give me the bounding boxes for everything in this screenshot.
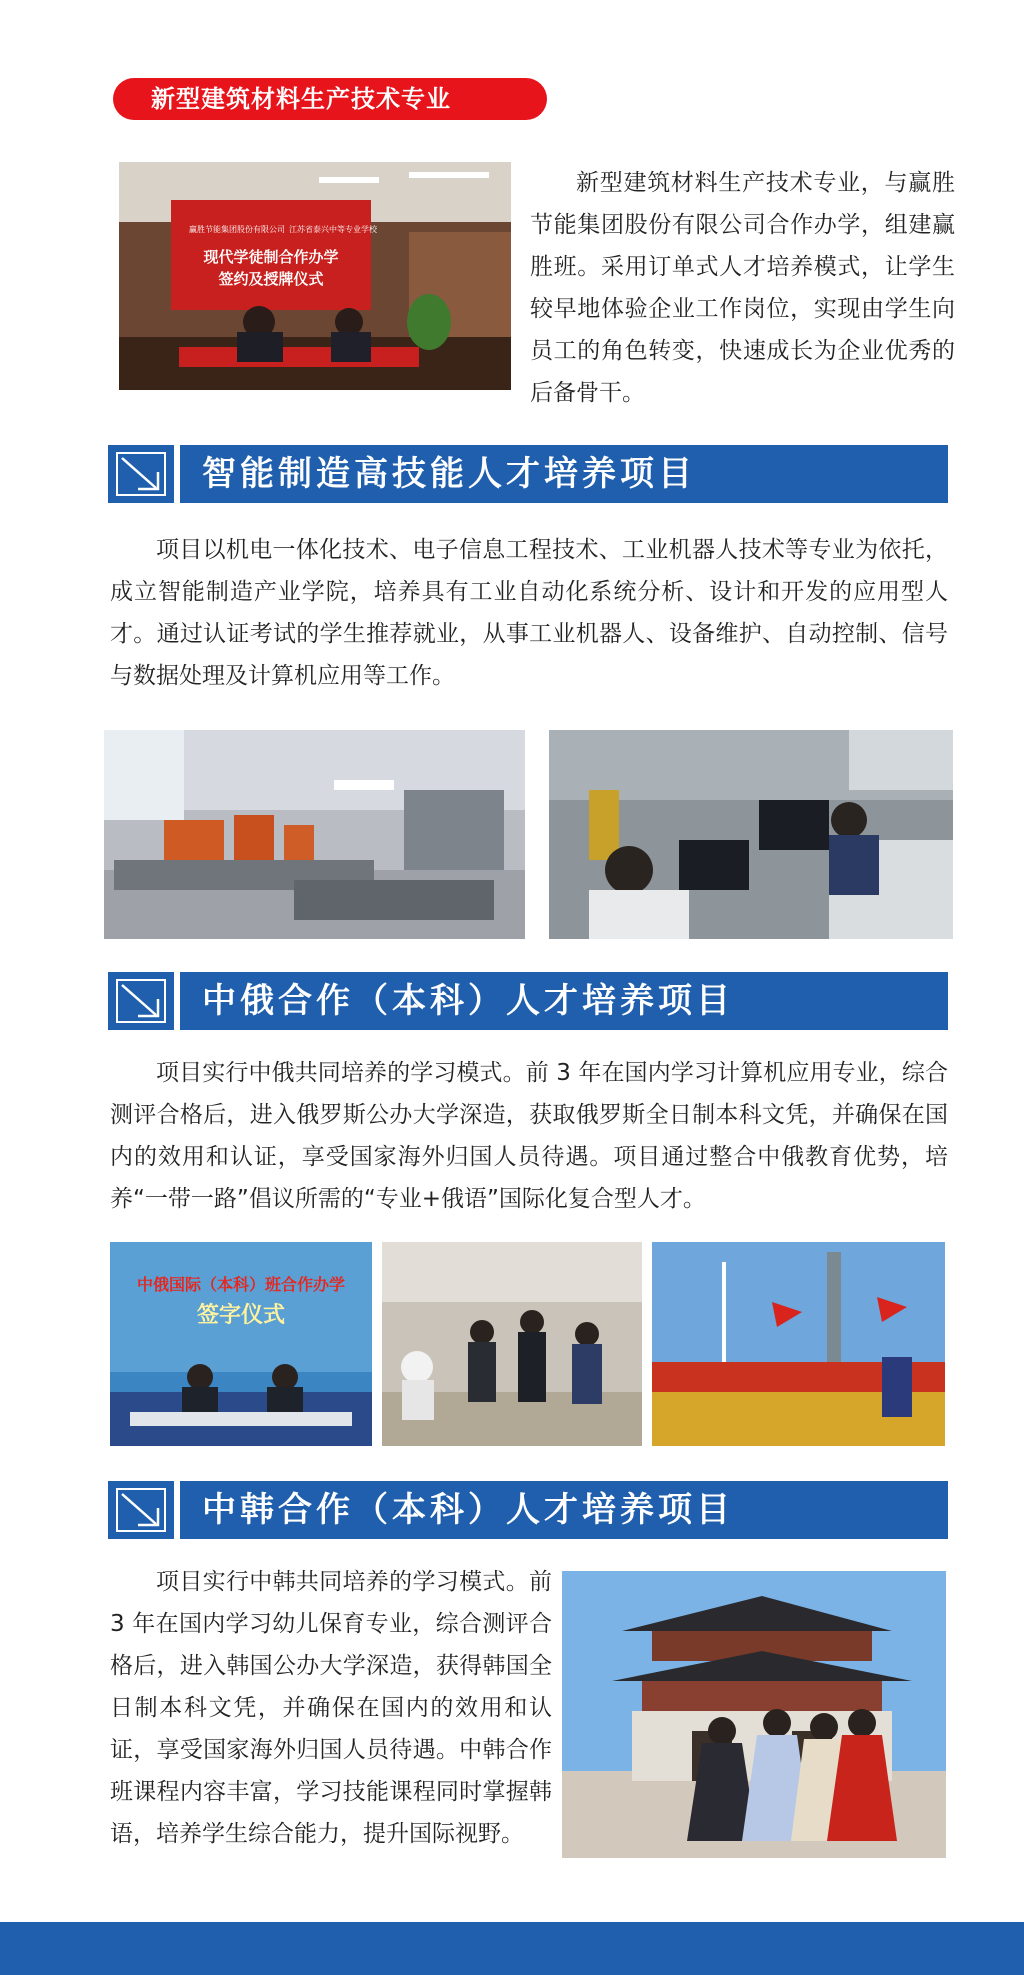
photo-banner-line2: 签字仪式 (196, 1303, 286, 1328)
students-flags-photo (652, 1242, 945, 1446)
signing-ceremony-photo (119, 162, 511, 390)
section1-text-block (530, 162, 955, 414)
corner-arrow-icon (116, 979, 166, 1023)
section3-text-block (110, 1052, 948, 1220)
screen-left-label: 赢胜节能集团股份有限公司 (189, 225, 285, 234)
section-title-building-materials: 新型建筑材料生产技术专业 (113, 78, 547, 120)
banner-icon-box (108, 1481, 174, 1539)
corner-arrow-icon (116, 1488, 166, 1532)
china-russia-signing-photo (110, 1242, 372, 1446)
section4-paragraph: 项目实行中韩共同培养的学习模式。前 3 年在国内学习幼儿保育专业，综合测评合格后，进入韩国公办大学深造，获得韩国全日制本科文凭，并确保在国内的效用和认证，享受国家海外归国人员待遇。中韩合作班课程内容丰富，学习技能课程同时掌握韩语，培养学生综合能力，提升国际视野。 (110, 1569, 552, 1847)
section4-text-block (110, 1561, 552, 1855)
korea-palace-photo (562, 1571, 946, 1858)
corner-arrow-icon (116, 452, 166, 496)
section3-paragraph: 项目实行中俄共同培养的学习模式。前 3 年在国内学习计算机应用专业，综合测评合格后，进入俄罗斯公办大学深造，获取俄罗斯全日制本科文凭，并确保在国内的效用和认证，享受国家海外归国人员待遇。项目通过整合中俄教育优势，培养“一带一路”倡议所需的“专业+俄语”国际化复合型人才。 (110, 1060, 948, 1212)
section-banner-china-korea (108, 1481, 948, 1539)
banner-icon-box (108, 445, 174, 503)
section1-paragraph: 新型建筑材料生产技术专业，与赢胜节能集团股份有限公司合作办学，组建赢胜班。采用订单式人才培养模式，让学生较早地体验企业工作岗位，实现由学生向员工的角色转变，快速成长为企业优秀的后备骨干。 (530, 170, 955, 406)
photo-banner-line1: 中俄国际（本科）班合作办学 (136, 1275, 346, 1294)
banner-icon-box (108, 972, 174, 1030)
section-banner-china-russia (108, 972, 948, 1030)
section2-paragraph: 项目以机电一体化技术、电子信息工程技术、工业机器人技术等专业为依托，成立智能制造产业学院，培养具有工业自动化系统分析、设计和开发的应用型人才。通过认证考试的学生推荐就业，从事工业机器人、设备维护、自动控制、信号与数据处理及计算机应用等工作。 (110, 537, 948, 689)
computer-lab-photo (549, 730, 953, 939)
screen-right-label: 江苏省泰兴中等专业学校 (289, 225, 377, 234)
section3-title: 中俄合作（本科）人才培养项目 (180, 972, 948, 1030)
footer-bar (0, 1922, 1024, 1975)
screen-title-line2: 签约及授牌仪式 (218, 270, 324, 288)
section4-title: 中韩合作（本科）人才培养项目 (180, 1481, 948, 1539)
section2-text-block (110, 529, 948, 697)
section-banner-intelligent-manufacturing (108, 445, 948, 503)
robot-lab-photo (104, 730, 525, 939)
section2-title: 智能制造高技能人才培养项目 (180, 445, 948, 503)
screen-title-line1: 现代学徒制合作办学 (203, 248, 339, 266)
robot-students-photo (382, 1242, 642, 1446)
